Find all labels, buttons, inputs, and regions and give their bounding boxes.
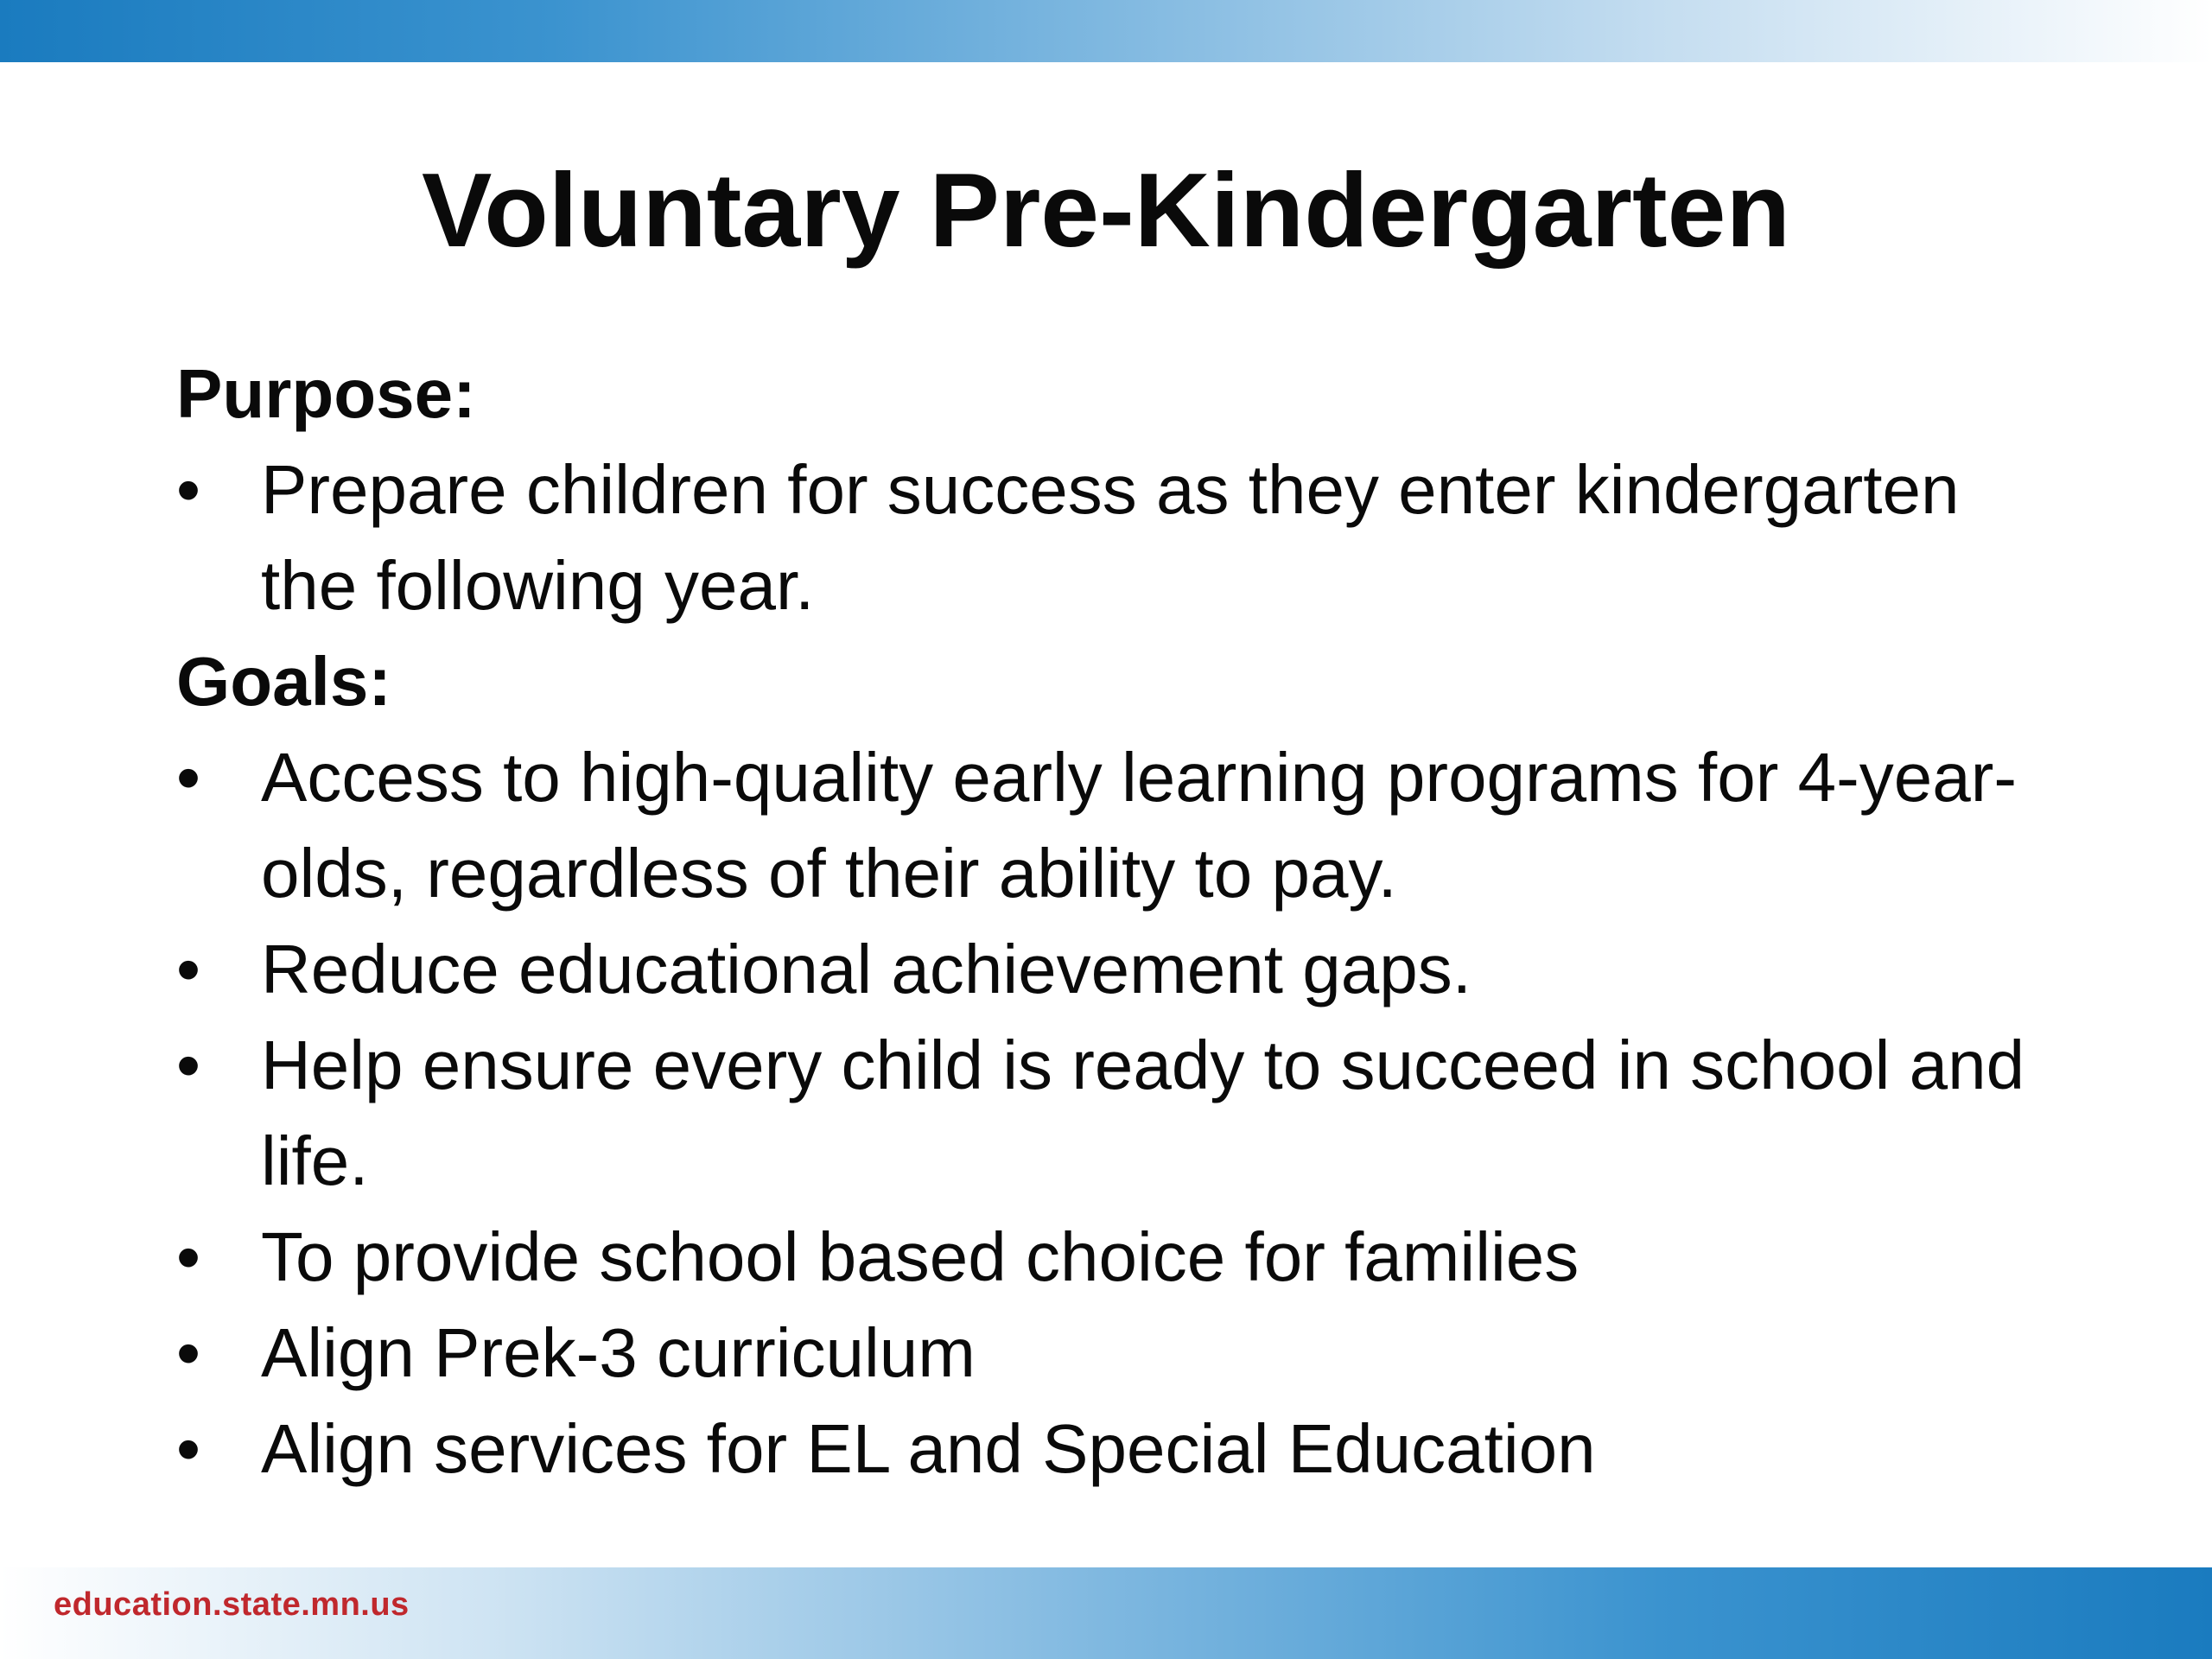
list-item bbox=[176, 442, 2034, 633]
footer-url: education.state.mn.us bbox=[54, 1586, 410, 1623]
bullet-icon: • bbox=[176, 1027, 201, 1103]
bullet-icon: • bbox=[176, 931, 201, 1007]
list-item bbox=[176, 1209, 2034, 1305]
list-item bbox=[176, 1305, 2034, 1401]
slide-title: Voluntary Pre-Kindergarten bbox=[421, 151, 1791, 269]
purpose-heading: Purpose: bbox=[176, 355, 476, 432]
top-gradient-bar bbox=[0, 0, 2212, 62]
bullet-icon: • bbox=[176, 1410, 201, 1487]
goals-list bbox=[176, 729, 2034, 1497]
purpose-list bbox=[176, 442, 2034, 633]
goal-item-text: Align Prek-3 curriculum bbox=[261, 1314, 976, 1391]
goal-item-text: Help ensure every child is ready to succeed in school and life. bbox=[261, 1027, 2025, 1199]
goal-item-text: Align services for EL and Special Education bbox=[261, 1410, 1596, 1487]
bullet-icon: • bbox=[176, 1314, 201, 1391]
goal-item-text: Reduce educational achievement gaps. bbox=[261, 931, 1471, 1007]
list-item bbox=[176, 1401, 2034, 1497]
goal-item-text: Access to high-quality early learning programs for 4-year-olds, regardless of their ability to pay. bbox=[261, 739, 2017, 912]
goals-heading: Goals: bbox=[176, 643, 391, 720]
purpose-item-text: Prepare children for success as they enter kindergarten the following year. bbox=[261, 451, 1960, 624]
bullet-icon: • bbox=[176, 451, 201, 528]
list-item bbox=[176, 729, 2034, 921]
slide-body bbox=[176, 346, 2034, 1497]
list-item bbox=[176, 1017, 2034, 1209]
list-item bbox=[176, 921, 2034, 1017]
goal-item-text: To provide school based choice for families bbox=[261, 1218, 1580, 1295]
bullet-icon: • bbox=[176, 1218, 201, 1295]
bullet-icon: • bbox=[176, 739, 201, 816]
